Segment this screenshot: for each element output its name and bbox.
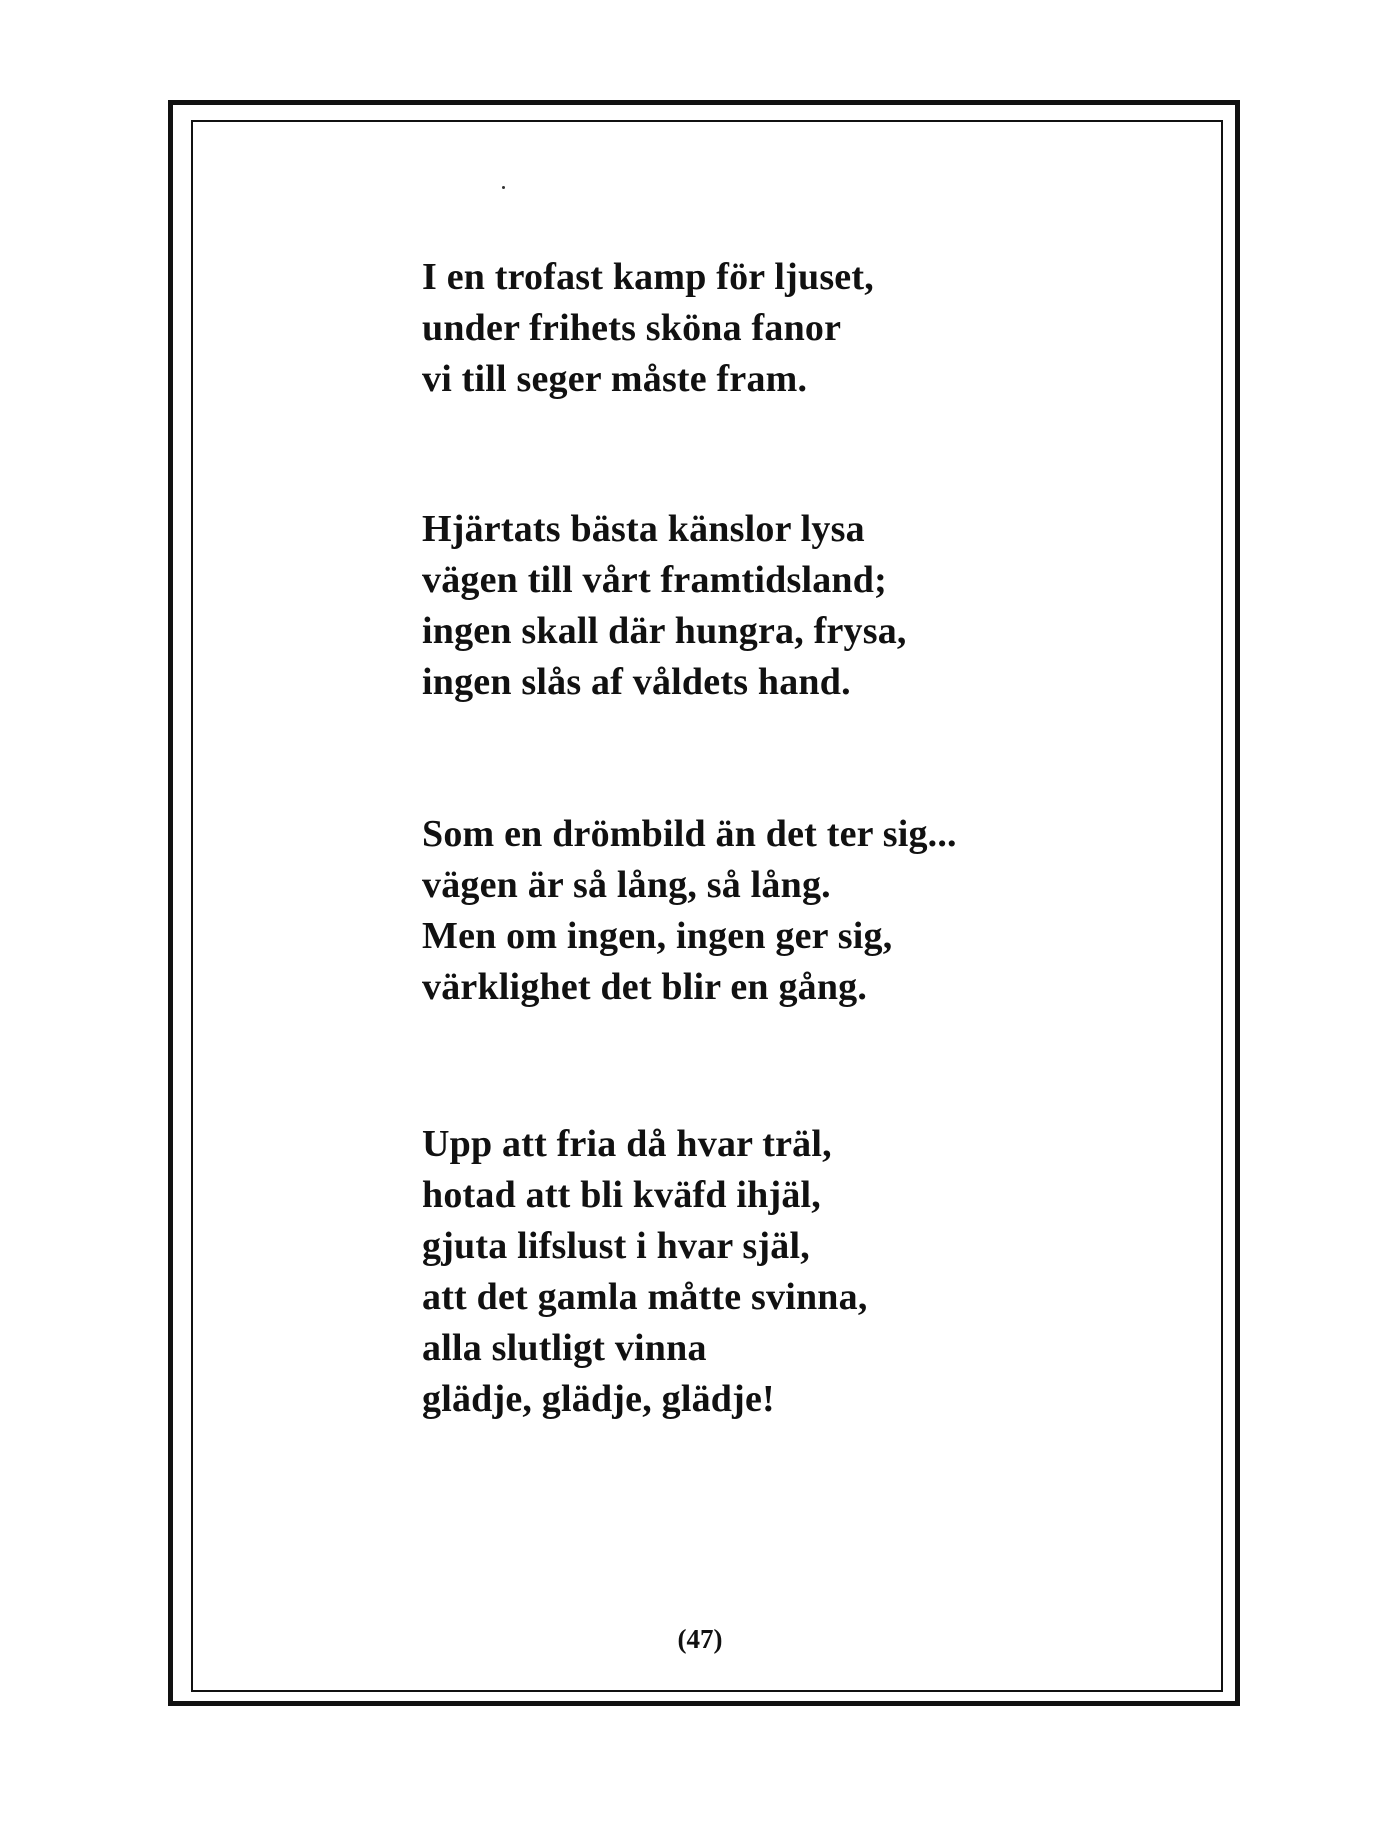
poem-line: vägen till vårt framtidsland; <box>422 559 887 601</box>
print-speck <box>502 186 505 189</box>
stanza-spacer <box>422 708 1062 809</box>
stanza-3 <box>422 809 1062 1013</box>
poem-line: Men om ingen, ingen ger sig, <box>422 915 893 957</box>
poem-line: hotad att bli kväfd ihjäl, <box>422 1174 822 1216</box>
poem-body <box>422 252 1062 1425</box>
poem-line: Hjärtats bästa känslor lysa <box>422 508 865 550</box>
poem-line: ingen slås af våldets hand. <box>422 661 851 703</box>
poem-line: I en trofast kamp för ljuset, <box>422 256 874 298</box>
poem-line: alla slutligt vinna <box>422 1327 707 1369</box>
poem-line: Upp att fria då hvar träl, <box>422 1123 832 1165</box>
stanza-spacer <box>422 405 1062 504</box>
poem-line: vi till seger måste fram. <box>422 358 808 400</box>
stanza-spacer <box>422 1013 1062 1119</box>
poem-line: gjuta lifslust i hvar själ, <box>422 1225 810 1267</box>
poem-line: Som en drömbild än det ter sig... <box>422 813 957 855</box>
page-number: (47) <box>677 1624 723 1654</box>
stanza-1 <box>422 252 1062 405</box>
stanza-2 <box>422 504 1062 708</box>
poem-line: värklighet det blir en gång. <box>422 966 868 1008</box>
poem-line: ingen skall där hungra, frysa, <box>422 610 907 652</box>
poem-line: att det gamla måtte svinna, <box>422 1276 868 1318</box>
poem-line: glädje, glädje, glädje! <box>422 1378 775 1420</box>
stanza-4 <box>422 1119 1062 1425</box>
poem-line: vägen är så lång, så lång. <box>422 864 831 906</box>
poem-line: under frihets sköna fanor <box>422 307 842 349</box>
